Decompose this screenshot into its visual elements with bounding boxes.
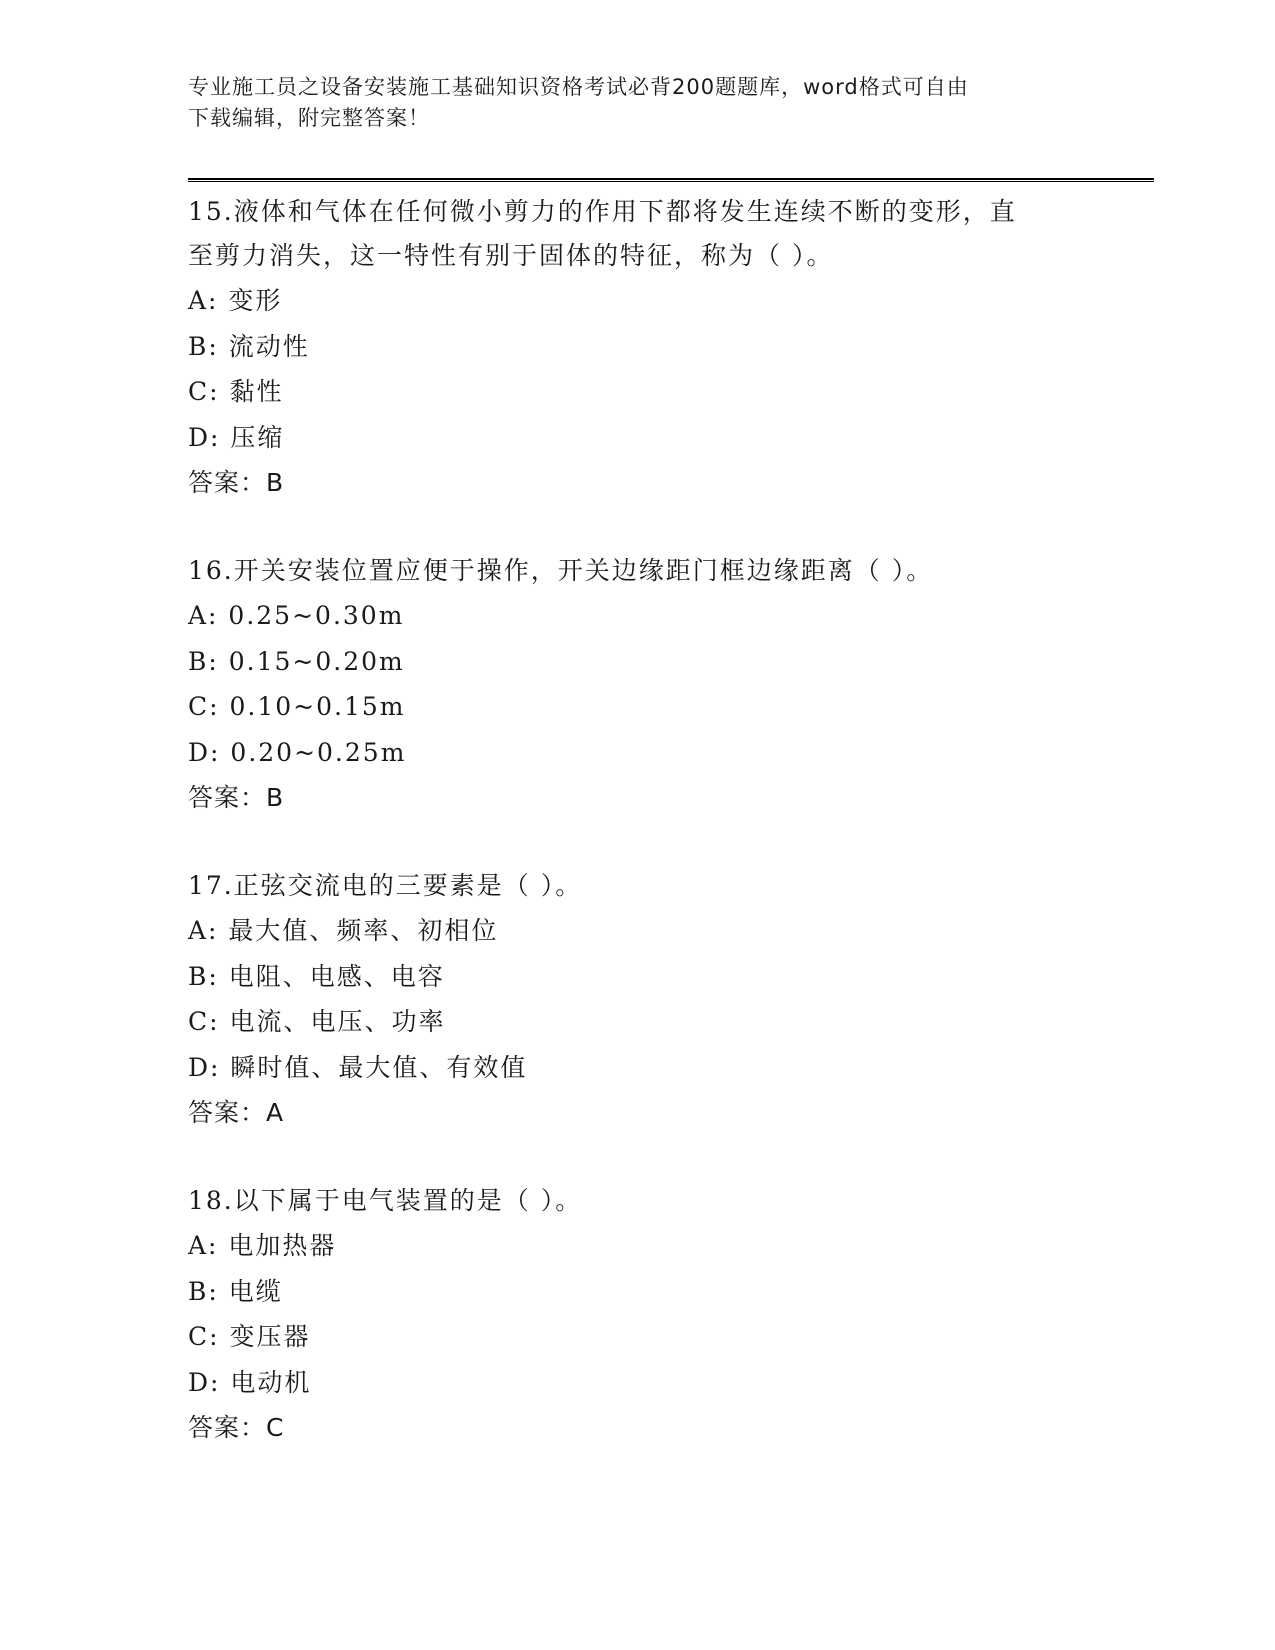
answer: 答案：B	[188, 783, 285, 812]
option-c: C: 变压器	[188, 1322, 311, 1351]
question-15	[188, 190, 1108, 505]
option-d: D: 瞬时值、最大值、有效值	[188, 1052, 528, 1082]
option-b: B: 电阻、电感、电容	[188, 961, 445, 991]
question-stem-line: 15.液体和气体在任何微小剪力的作用下都将发生连续不断的变形，直	[188, 197, 1017, 226]
option-a: A: 最大值、频率、初相位	[188, 916, 499, 945]
option-a: A: 变形	[188, 286, 283, 315]
answer: 答案：C	[188, 1413, 285, 1442]
answer: 答案：B	[188, 468, 285, 497]
option-c: C: 电流、电压、功率	[188, 1007, 446, 1036]
document-header	[188, 72, 1068, 134]
question-stem-line: 17.正弦交流电的三要素是（ ）。	[188, 871, 583, 900]
option-a: A: 0.25~0.30m	[188, 601, 405, 630]
option-b: B: 流动性	[188, 331, 310, 361]
header-divider	[188, 178, 1154, 182]
question-list	[188, 190, 1108, 1494]
answer: 答案：A	[188, 1098, 285, 1127]
option-d: D: 电动机	[188, 1367, 312, 1397]
option-d: D: 压缩	[188, 422, 285, 452]
question-stem-line: 16.开关安装位置应便于操作，开关边缘距门框边缘距离（ ）。	[188, 556, 934, 585]
question-17	[188, 864, 1108, 1135]
option-c: C: 黏性	[188, 377, 284, 406]
option-b: B: 电缆	[188, 1276, 283, 1306]
option-a: A: 电加热器	[188, 1231, 337, 1260]
option-c: C: 0.10~0.15m	[188, 692, 406, 721]
question-stem-line: 至剪力消失，这一特性有别于固体的特征，称为（ ）。	[188, 241, 834, 270]
option-b: B: 0.15~0.20m	[188, 646, 405, 676]
header-line-1: 专业施工员之设备安装施工基础知识资格考试必背200题题库，word格式可自由	[188, 75, 969, 99]
question-16	[188, 549, 1108, 820]
question-18	[188, 1179, 1108, 1450]
option-d: D: 0.20~0.25m	[188, 737, 407, 767]
header-line-2: 下载编辑，附完整答案！	[188, 106, 430, 130]
question-stem-line: 18.以下属于电气装置的是（ ）。	[188, 1186, 583, 1215]
